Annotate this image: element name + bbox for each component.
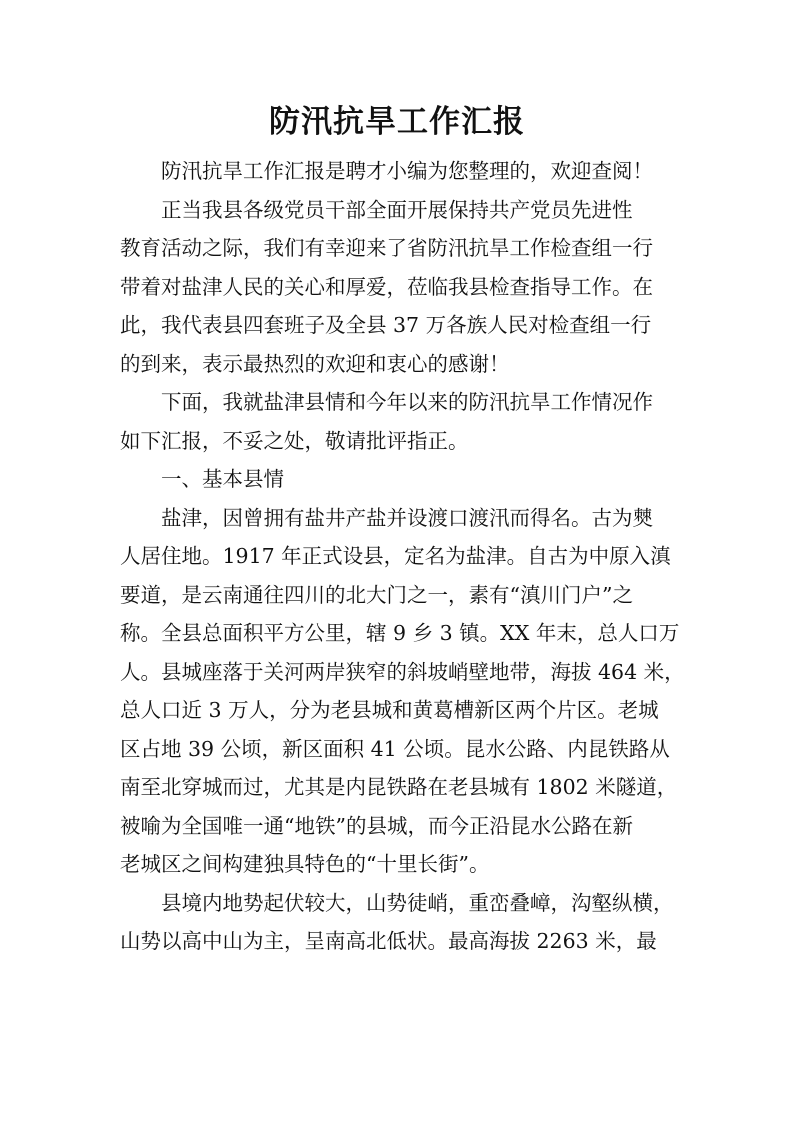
text-line: 的到来，表示最热烈的欢迎和衷心的感谢！ [120, 351, 510, 376]
text-line: 如下汇报，不妥之处，敬请批评指正。 [120, 428, 469, 453]
text-line: 下面，我就盐津县情和今年以来的防汛抗旱工作情况作 [161, 390, 653, 414]
text-line: 盐津，因曾拥有盐井产盐并设渡口渡汛而得名。古为僰 [161, 505, 653, 530]
text-line: 一、基本县情 [161, 467, 284, 491]
text-line: 教育活动之际，我们有幸迎来了省防汛抗旱工作检查组一行 [120, 236, 653, 260]
text-line: 县境内地势起伏较大，山势徒峭，重峦叠嶂，沟壑纵横， [161, 890, 674, 915]
text-line: 人居住地。1917 年正式设县，定名为盐津。自古为中原入滇 [120, 544, 671, 568]
text-line: 总人口近 3 万人，分为老县城和黄葛槽新区两个片区。老城 [120, 698, 659, 722]
text-line: 区占地 39 公顷，新区面积 41 公顷。昆水公路、内昆铁路从 [120, 736, 670, 761]
text-line: 被喻为全国唯一通“地铁”的县城，而今正沿昆水公路在新 [120, 813, 633, 838]
document-body [120, 152, 685, 961]
text-line: 老城区之间构建独具特色的“十里长街”。 [120, 852, 490, 876]
text-line: 人。县城座落于关河两岸狭窄的斜坡峭壁地带，海拔 464 米， [120, 659, 685, 684]
text-line: 正当我县各级党员干部全面开展保持共产党员先进性 [161, 197, 633, 222]
text-line: 防汛抗旱工作汇报是聘才小编为您整理的，欢迎查阅！ [161, 159, 653, 183]
text-line: 南至北穿城而过，尤其是内昆铁路在老县城有 1802 米隧道， [120, 775, 678, 799]
text-line: 称。全县总面积平方公里，辖 9 乡 3 镇。XX 年末，总人口万 [120, 621, 680, 645]
text-line: 山势以高中山为主，呈南高北低状。最高海拔 2263 米，最 [120, 929, 657, 953]
text-line: 带着对盐津人民的关心和厚爱，莅临我县检查指导工作。在 [120, 274, 653, 299]
text-line: 此，我代表县四套班子及全县 37 万各族人民对检查组一行 [120, 313, 652, 337]
document-title: 防汛抗旱工作汇报 [269, 104, 525, 140]
text-line: 要道，是云南通往四川的北大门之一，素有“滇川门户”之 [120, 582, 633, 607]
